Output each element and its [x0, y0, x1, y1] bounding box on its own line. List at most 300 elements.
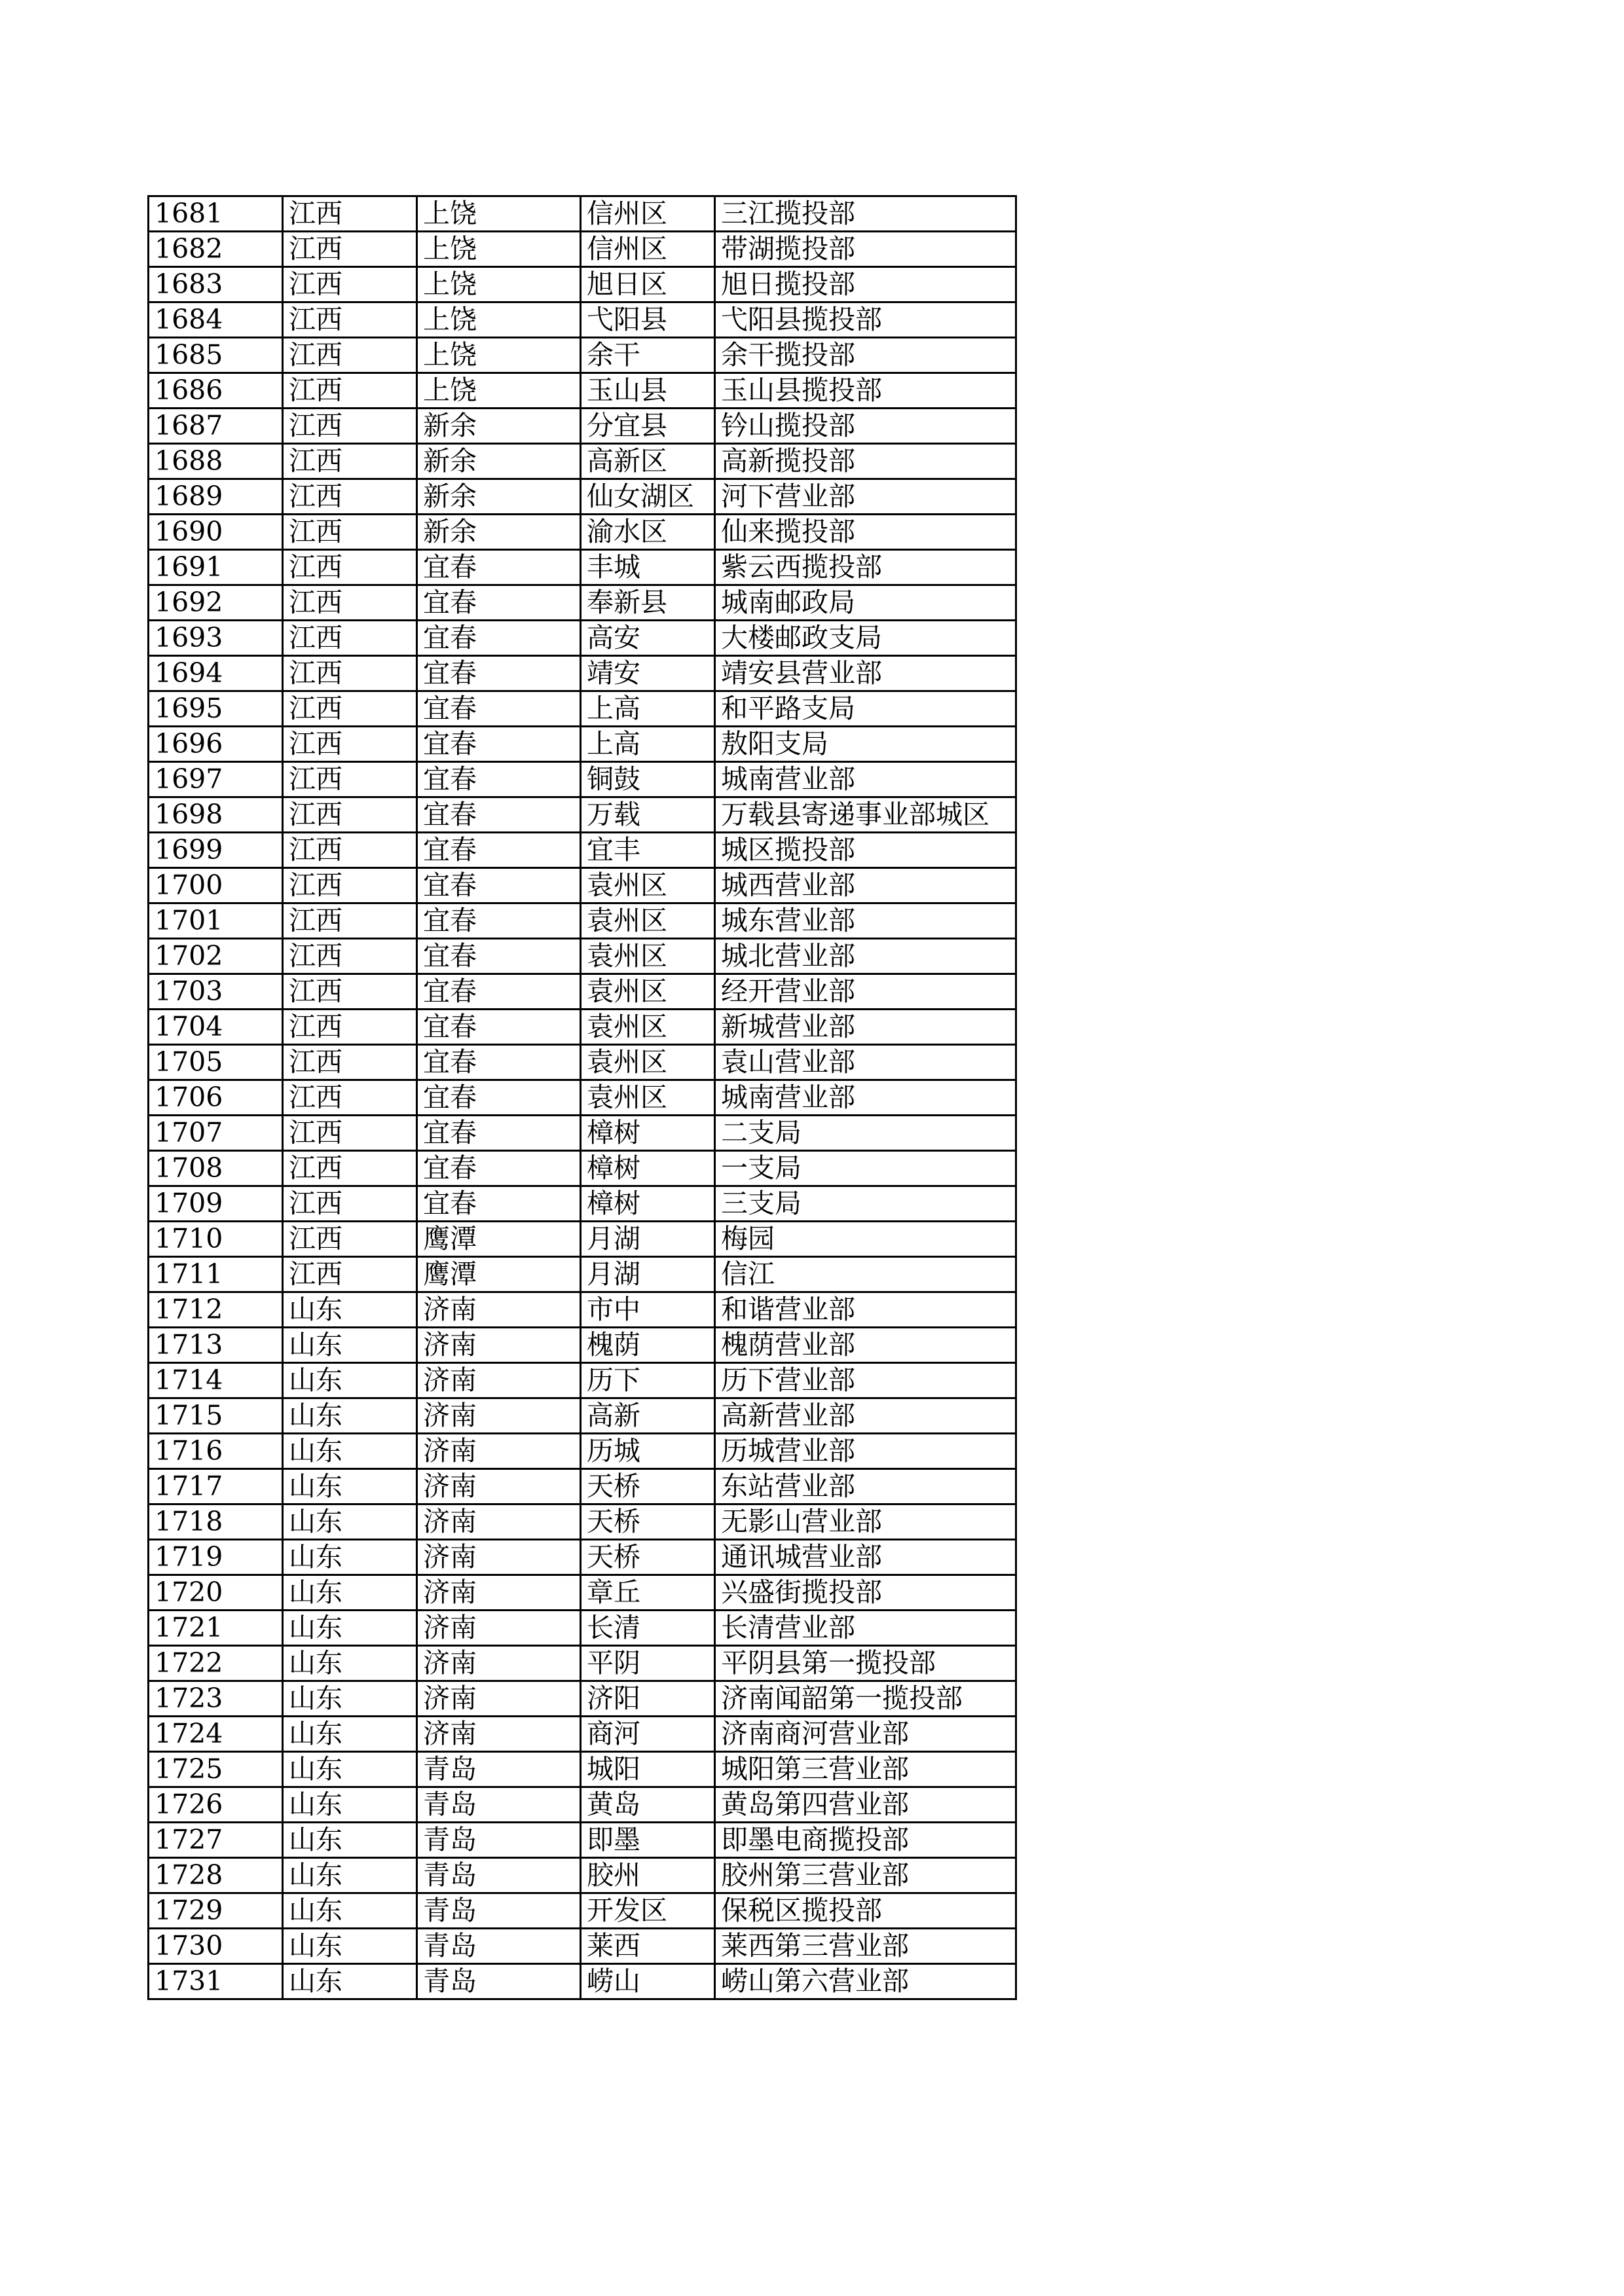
table-row: [149, 1045, 1016, 1080]
table-row: [149, 1469, 1016, 1504]
row-number-cell: 1681: [149, 196, 283, 232]
district-cell: 玉山县: [581, 373, 715, 409]
city-cell: 济南: [417, 1434, 581, 1469]
unit-name-cell: 弋阳县揽投部: [715, 302, 1016, 338]
city-cell: 济南: [417, 1717, 581, 1752]
district-cell: 即墨: [581, 1823, 715, 1858]
row-number-cell: 1707: [149, 1116, 283, 1151]
unit-name-cell: 通讯城营业部: [715, 1540, 1016, 1575]
district-cell: 旭日区: [581, 267, 715, 302]
row-number-cell: 1699: [149, 833, 283, 868]
unit-name-cell: 城南营业部: [715, 762, 1016, 797]
unit-name-cell: 紫云西揽投部: [715, 550, 1016, 585]
table-row: [149, 409, 1016, 444]
unit-name-cell: 和平路支局: [715, 691, 1016, 727]
unit-name-cell: 新城营业部: [715, 1010, 1016, 1045]
row-number-cell: 1722: [149, 1646, 283, 1681]
district-cell: 高安: [581, 621, 715, 656]
city-cell: 青岛: [417, 1858, 581, 1893]
city-cell: 济南: [417, 1398, 581, 1434]
district-cell: 袁州区: [581, 1045, 715, 1080]
province-cell: 江西: [283, 409, 417, 444]
district-cell: 信州区: [581, 196, 715, 232]
province-cell: 江西: [283, 196, 417, 232]
table-row: [149, 373, 1016, 409]
city-cell: 宜春: [417, 1151, 581, 1186]
unit-name-cell: 黄岛第四营业部: [715, 1787, 1016, 1823]
province-cell: 山东: [283, 1328, 417, 1363]
table-row: [149, 1929, 1016, 1964]
province-cell: 山东: [283, 1858, 417, 1893]
table-row: [149, 1752, 1016, 1787]
province-cell: 江西: [283, 1045, 417, 1080]
table-row: [149, 868, 1016, 903]
district-cell: 仙女湖区: [581, 479, 715, 515]
city-cell: 宜春: [417, 903, 581, 939]
table-row: [149, 1646, 1016, 1681]
district-cell: 袁州区: [581, 1080, 715, 1116]
row-number-cell: 1723: [149, 1681, 283, 1717]
table-row: [149, 974, 1016, 1010]
district-cell: 章丘: [581, 1575, 715, 1611]
city-cell: 宜春: [417, 1080, 581, 1116]
row-number-cell: 1717: [149, 1469, 283, 1504]
city-cell: 上饶: [417, 302, 581, 338]
unit-name-cell: 东站营业部: [715, 1469, 1016, 1504]
table-row: [149, 1717, 1016, 1752]
row-number-cell: 1716: [149, 1434, 283, 1469]
province-cell: 江西: [283, 267, 417, 302]
city-cell: 上饶: [417, 267, 581, 302]
unit-name-cell: 城南营业部: [715, 1080, 1016, 1116]
table-row: [149, 1363, 1016, 1398]
province-cell: 江西: [283, 797, 417, 833]
province-cell: 江西: [283, 1010, 417, 1045]
city-cell: 上饶: [417, 373, 581, 409]
district-cell: 黄岛: [581, 1787, 715, 1823]
row-number-cell: 1692: [149, 585, 283, 621]
province-cell: 江西: [283, 727, 417, 762]
district-cell: 槐荫: [581, 1328, 715, 1363]
district-cell: 月湖: [581, 1222, 715, 1257]
city-cell: 济南: [417, 1328, 581, 1363]
table-row: [149, 1080, 1016, 1116]
table-row: [149, 196, 1016, 232]
district-cell: 樟树: [581, 1186, 715, 1222]
district-cell: 渝水区: [581, 515, 715, 550]
table-row: [149, 727, 1016, 762]
province-cell: 江西: [283, 974, 417, 1010]
province-cell: 江西: [283, 373, 417, 409]
unit-name-cell: 历下营业部: [715, 1363, 1016, 1398]
table-row: [149, 1823, 1016, 1858]
province-cell: 江西: [283, 903, 417, 939]
row-number-cell: 1711: [149, 1257, 283, 1292]
city-cell: 宜春: [417, 727, 581, 762]
row-number-cell: 1720: [149, 1575, 283, 1611]
row-number-cell: 1727: [149, 1823, 283, 1858]
province-cell: 山东: [283, 1398, 417, 1434]
city-cell: 济南: [417, 1575, 581, 1611]
city-cell: 青岛: [417, 1964, 581, 1999]
table-body: [149, 196, 1016, 1999]
unit-name-cell: 三江揽投部: [715, 196, 1016, 232]
province-cell: 山东: [283, 1893, 417, 1929]
table-row: [149, 1681, 1016, 1717]
table-row: [149, 444, 1016, 479]
row-number-cell: 1703: [149, 974, 283, 1010]
row-number-cell: 1698: [149, 797, 283, 833]
table-row: [149, 1328, 1016, 1363]
district-cell: 高新: [581, 1398, 715, 1434]
row-number-cell: 1693: [149, 621, 283, 656]
unit-name-cell: 高新揽投部: [715, 444, 1016, 479]
province-cell: 山东: [283, 1646, 417, 1681]
district-cell: 历城: [581, 1434, 715, 1469]
table-row: [149, 1540, 1016, 1575]
city-cell: 宜春: [417, 585, 581, 621]
table-row: [149, 1186, 1016, 1222]
city-cell: 青岛: [417, 1823, 581, 1858]
row-number-cell: 1684: [149, 302, 283, 338]
unit-name-cell: 历城营业部: [715, 1434, 1016, 1469]
province-cell: 山东: [283, 1964, 417, 1999]
table-row: [149, 515, 1016, 550]
province-cell: 江西: [283, 585, 417, 621]
city-cell: 青岛: [417, 1929, 581, 1964]
unit-name-cell: 敖阳支局: [715, 727, 1016, 762]
city-cell: 济南: [417, 1646, 581, 1681]
city-cell: 济南: [417, 1504, 581, 1540]
district-cell: 袁州区: [581, 974, 715, 1010]
district-cell: 长清: [581, 1611, 715, 1646]
row-number-cell: 1712: [149, 1292, 283, 1328]
row-number-cell: 1683: [149, 267, 283, 302]
unit-name-cell: 靖安县营业部: [715, 656, 1016, 691]
unit-name-cell: 玉山县揽投部: [715, 373, 1016, 409]
unit-name-cell: 无影山营业部: [715, 1504, 1016, 1540]
province-cell: 山东: [283, 1540, 417, 1575]
unit-name-cell: 保税区揽投部: [715, 1893, 1016, 1929]
row-number-cell: 1700: [149, 868, 283, 903]
district-cell: 樟树: [581, 1116, 715, 1151]
district-cell: 莱西: [581, 1929, 715, 1964]
district-cell: 高新区: [581, 444, 715, 479]
table-row: [149, 338, 1016, 373]
city-cell: 上饶: [417, 232, 581, 267]
table-row: [149, 479, 1016, 515]
district-cell: 余干: [581, 338, 715, 373]
table-row: [149, 1010, 1016, 1045]
province-cell: 江西: [283, 302, 417, 338]
province-cell: 江西: [283, 444, 417, 479]
province-cell: 山东: [283, 1363, 417, 1398]
row-number-cell: 1706: [149, 1080, 283, 1116]
row-number-cell: 1721: [149, 1611, 283, 1646]
city-cell: 宜春: [417, 656, 581, 691]
city-cell: 新余: [417, 444, 581, 479]
province-cell: 江西: [283, 232, 417, 267]
province-cell: 江西: [283, 1186, 417, 1222]
district-cell: 月湖: [581, 1257, 715, 1292]
district-cell: 丰城: [581, 550, 715, 585]
province-cell: 江西: [283, 833, 417, 868]
city-cell: 济南: [417, 1469, 581, 1504]
row-number-cell: 1710: [149, 1222, 283, 1257]
district-cell: 崂山: [581, 1964, 715, 1999]
city-cell: 济南: [417, 1681, 581, 1717]
district-cell: 城阳: [581, 1752, 715, 1787]
row-number-cell: 1708: [149, 1151, 283, 1186]
province-cell: 山东: [283, 1504, 417, 1540]
district-cell: 上高: [581, 727, 715, 762]
row-number-cell: 1695: [149, 691, 283, 727]
city-cell: 宜春: [417, 868, 581, 903]
row-number-cell: 1709: [149, 1186, 283, 1222]
row-number-cell: 1714: [149, 1363, 283, 1398]
city-cell: 宜春: [417, 833, 581, 868]
table-row: [149, 1611, 1016, 1646]
district-cell: 奉新县: [581, 585, 715, 621]
row-number-cell: 1702: [149, 939, 283, 974]
city-cell: 青岛: [417, 1787, 581, 1823]
table-row: [149, 550, 1016, 585]
row-number-cell: 1713: [149, 1328, 283, 1363]
unit-name-cell: 兴盛街揽投部: [715, 1575, 1016, 1611]
table-row: [149, 903, 1016, 939]
unit-name-cell: 崂山第六营业部: [715, 1964, 1016, 1999]
row-number-cell: 1726: [149, 1787, 283, 1823]
table-row: [149, 1116, 1016, 1151]
district-cell: 历下: [581, 1363, 715, 1398]
province-cell: 江西: [283, 515, 417, 550]
district-cell: 开发区: [581, 1893, 715, 1929]
row-number-cell: 1682: [149, 232, 283, 267]
unit-name-cell: 城西营业部: [715, 868, 1016, 903]
table-row: [149, 621, 1016, 656]
row-number-cell: 1696: [149, 727, 283, 762]
table-row: [149, 656, 1016, 691]
table-row: [149, 1787, 1016, 1823]
city-cell: 新余: [417, 409, 581, 444]
province-cell: 江西: [283, 550, 417, 585]
row-number-cell: 1704: [149, 1010, 283, 1045]
unit-name-cell: 万载县寄递事业部城区: [715, 797, 1016, 833]
district-cell: 袁州区: [581, 868, 715, 903]
city-cell: 青岛: [417, 1752, 581, 1787]
district-cell: 济阳: [581, 1681, 715, 1717]
city-cell: 鹰潭: [417, 1222, 581, 1257]
district-cell: 胶州: [581, 1858, 715, 1893]
row-number-cell: 1701: [149, 903, 283, 939]
unit-name-cell: 济南商河营业部: [715, 1717, 1016, 1752]
unit-name-cell: 大楼邮政支局: [715, 621, 1016, 656]
table-row: [149, 762, 1016, 797]
unit-name-cell: 城南邮政局: [715, 585, 1016, 621]
province-cell: 山东: [283, 1434, 417, 1469]
unit-name-cell: 二支局: [715, 1116, 1016, 1151]
district-cell: 上高: [581, 691, 715, 727]
city-cell: 青岛: [417, 1893, 581, 1929]
table-row: [149, 797, 1016, 833]
province-cell: 山东: [283, 1787, 417, 1823]
row-number-cell: 1688: [149, 444, 283, 479]
province-cell: 山东: [283, 1752, 417, 1787]
unit-name-cell: 济南闻韶第一揽投部: [715, 1681, 1016, 1717]
table-row: [149, 1292, 1016, 1328]
unit-name-cell: 和谐营业部: [715, 1292, 1016, 1328]
unit-name-cell: 城区揽投部: [715, 833, 1016, 868]
district-cell: 信州区: [581, 232, 715, 267]
district-cell: 弋阳县: [581, 302, 715, 338]
table-row: [149, 1964, 1016, 1999]
province-cell: 江西: [283, 621, 417, 656]
table-row: [149, 939, 1016, 974]
row-number-cell: 1718: [149, 1504, 283, 1540]
province-cell: 江西: [283, 691, 417, 727]
province-cell: 江西: [283, 1257, 417, 1292]
district-cell: 天桥: [581, 1504, 715, 1540]
province-cell: 江西: [283, 1080, 417, 1116]
row-number-cell: 1690: [149, 515, 283, 550]
district-cell: 天桥: [581, 1469, 715, 1504]
unit-name-cell: 即墨电商揽投部: [715, 1823, 1016, 1858]
district-cell: 袁州区: [581, 1010, 715, 1045]
city-cell: 上饶: [417, 196, 581, 232]
city-cell: 宜春: [417, 939, 581, 974]
province-cell: 江西: [283, 1151, 417, 1186]
unit-name-cell: 城北营业部: [715, 939, 1016, 974]
row-number-cell: 1694: [149, 656, 283, 691]
table-row: [149, 1222, 1016, 1257]
province-cell: 山东: [283, 1823, 417, 1858]
row-number-cell: 1715: [149, 1398, 283, 1434]
city-cell: 宜春: [417, 1045, 581, 1080]
table-row: [149, 1893, 1016, 1929]
district-cell: 铜鼓: [581, 762, 715, 797]
city-cell: 鹰潭: [417, 1257, 581, 1292]
row-number-cell: 1731: [149, 1964, 283, 1999]
table-row: [149, 232, 1016, 267]
table-row: [149, 1434, 1016, 1469]
district-cell: 商河: [581, 1717, 715, 1752]
table-row: [149, 1504, 1016, 1540]
unit-name-cell: 河下营业部: [715, 479, 1016, 515]
table-row: [149, 1398, 1016, 1434]
city-cell: 宜春: [417, 974, 581, 1010]
district-cell: 宜丰: [581, 833, 715, 868]
district-cell: 袁州区: [581, 939, 715, 974]
city-cell: 宜春: [417, 1010, 581, 1045]
district-cell: 樟树: [581, 1151, 715, 1186]
row-number-cell: 1728: [149, 1858, 283, 1893]
unit-name-cell: 信江: [715, 1257, 1016, 1292]
table-row: [149, 1257, 1016, 1292]
row-number-cell: 1724: [149, 1717, 283, 1752]
unit-name-cell: 余干揽投部: [715, 338, 1016, 373]
row-number-cell: 1730: [149, 1929, 283, 1964]
table-row: [149, 302, 1016, 338]
city-cell: 宜春: [417, 1186, 581, 1222]
table-row: [149, 1858, 1016, 1893]
unit-name-cell: 城东营业部: [715, 903, 1016, 939]
province-cell: 江西: [283, 868, 417, 903]
row-number-cell: 1719: [149, 1540, 283, 1575]
province-cell: 山东: [283, 1575, 417, 1611]
province-cell: 江西: [283, 1222, 417, 1257]
table-row: [149, 833, 1016, 868]
unit-name-cell: 三支局: [715, 1186, 1016, 1222]
unit-name-cell: 带湖揽投部: [715, 232, 1016, 267]
province-cell: 江西: [283, 939, 417, 974]
unit-name-cell: 梅园: [715, 1222, 1016, 1257]
unit-name-cell: 长清营业部: [715, 1611, 1016, 1646]
district-cell: 袁州区: [581, 903, 715, 939]
unit-name-cell: 一支局: [715, 1151, 1016, 1186]
city-cell: 上饶: [417, 338, 581, 373]
unit-name-cell: 旭日揽投部: [715, 267, 1016, 302]
district-cell: 分宜县: [581, 409, 715, 444]
table-row: [149, 691, 1016, 727]
city-cell: 济南: [417, 1540, 581, 1575]
row-number-cell: 1697: [149, 762, 283, 797]
province-cell: 江西: [283, 762, 417, 797]
city-cell: 宜春: [417, 691, 581, 727]
district-cell: 平阴: [581, 1646, 715, 1681]
row-number-cell: 1691: [149, 550, 283, 585]
province-cell: 山东: [283, 1469, 417, 1504]
district-cell: 万载: [581, 797, 715, 833]
city-cell: 济南: [417, 1292, 581, 1328]
unit-name-cell: 高新营业部: [715, 1398, 1016, 1434]
row-number-cell: 1685: [149, 338, 283, 373]
unit-name-cell: 槐荫营业部: [715, 1328, 1016, 1363]
province-cell: 山东: [283, 1292, 417, 1328]
city-cell: 新余: [417, 479, 581, 515]
unit-name-cell: 经开营业部: [715, 974, 1016, 1010]
city-cell: 宜春: [417, 797, 581, 833]
table-row: [149, 585, 1016, 621]
city-cell: 宜春: [417, 1116, 581, 1151]
city-cell: 新余: [417, 515, 581, 550]
city-cell: 宜春: [417, 550, 581, 585]
city-cell: 宜春: [417, 762, 581, 797]
row-number-cell: 1689: [149, 479, 283, 515]
province-cell: 山东: [283, 1681, 417, 1717]
district-cell: 市中: [581, 1292, 715, 1328]
province-cell: 山东: [283, 1611, 417, 1646]
unit-name-cell: 仙来揽投部: [715, 515, 1016, 550]
city-cell: 济南: [417, 1363, 581, 1398]
row-number-cell: 1687: [149, 409, 283, 444]
district-cell: 靖安: [581, 656, 715, 691]
row-number-cell: 1705: [149, 1045, 283, 1080]
province-cell: 江西: [283, 1116, 417, 1151]
city-cell: 宜春: [417, 621, 581, 656]
unit-name-cell: 平阴县第一揽投部: [715, 1646, 1016, 1681]
data-table: [147, 195, 1017, 2000]
province-cell: 山东: [283, 1929, 417, 1964]
unit-name-cell: 袁山营业部: [715, 1045, 1016, 1080]
city-cell: 济南: [417, 1611, 581, 1646]
row-number-cell: 1729: [149, 1893, 283, 1929]
province-cell: 江西: [283, 338, 417, 373]
table-row: [149, 1151, 1016, 1186]
unit-name-cell: 城阳第三营业部: [715, 1752, 1016, 1787]
unit-name-cell: 莱西第三营业部: [715, 1929, 1016, 1964]
row-number-cell: 1725: [149, 1752, 283, 1787]
unit-name-cell: 钤山揽投部: [715, 409, 1016, 444]
